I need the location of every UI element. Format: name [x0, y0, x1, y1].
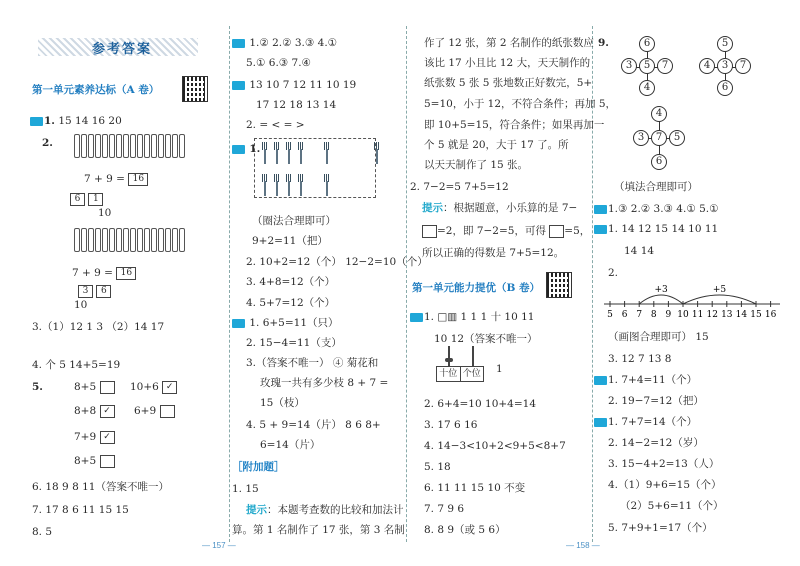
qr-code[interactable]	[182, 76, 208, 102]
jump-arc	[683, 295, 756, 304]
number-line-label: 15	[750, 310, 762, 320]
circle-left: 3	[633, 130, 649, 146]
compare-row: 8+5	[74, 454, 115, 468]
section-tag-icon	[594, 225, 607, 234]
fork-group-box	[254, 138, 376, 198]
answer-line: 算。第 1 名制作了 17 张，第 3 名制	[232, 524, 405, 536]
tens-label: 十位	[437, 367, 461, 381]
page-title: 参考答案	[92, 42, 153, 57]
number-line-label: 8	[650, 310, 657, 320]
tip-line: 提示：根据题意，小乐算的是 7−	[422, 202, 578, 214]
section-tag-icon	[594, 418, 607, 427]
answer-line: 6. 11 11 15 10 不变	[424, 482, 526, 494]
text-line: 作了 12 张，第 2 名制作的纸张数应	[424, 37, 594, 49]
compare-row: 8+5	[74, 380, 115, 394]
circle-top: 5	[717, 36, 733, 52]
answer-line: 7. 7 9 6	[424, 503, 465, 515]
question-number: 9.	[598, 37, 609, 49]
answer-line: 1. 15	[232, 483, 259, 495]
section-tag-icon	[30, 117, 43, 126]
circle-center: 5	[639, 58, 655, 74]
jump-label: +3	[654, 285, 668, 295]
answer-line: 3. 4+8=12（个）	[246, 276, 336, 288]
circle-right: 5	[669, 130, 685, 146]
equation: 7 + 9 = 16	[72, 266, 136, 280]
section-tag-icon	[594, 376, 607, 385]
circle-center: 7	[651, 130, 667, 146]
answer-line: 3. 12 7 13 8	[608, 353, 672, 365]
jump-arc	[639, 295, 683, 304]
answer-line: 8. 8 9（或 5 6）	[424, 524, 506, 536]
section-tag-icon	[232, 145, 245, 154]
number-line	[604, 282, 780, 322]
fork-icon	[286, 142, 292, 164]
answer-line: 1. 7+4=11（个）	[594, 373, 697, 387]
text-line: 纸张数 5 张 5 张地数正好数完，5+	[424, 77, 593, 89]
ones-label: 个位	[462, 369, 481, 379]
text-line: 即 10+5=15，符合条件；如果再加一	[424, 119, 605, 131]
fork-icon	[298, 174, 304, 196]
compare-row: 7+9 ✓	[74, 430, 115, 444]
answer-line: 8. 5	[32, 526, 53, 538]
answer-line: 5. 7+9+1=17（个）	[608, 522, 713, 534]
answer-line: 2. 14−2=12（岁）	[608, 437, 704, 449]
circle-left: 3	[621, 58, 637, 74]
tip-line: 提示：本题考查数的比较和加法计	[246, 504, 404, 516]
answer-line: 3. 17 6 16	[424, 419, 478, 431]
answer-line: 14 14	[624, 245, 655, 257]
fork-icon	[324, 174, 330, 196]
answer-line: 3. 15−4+2=13（人）	[608, 458, 720, 470]
answer-line: 1. 15 14 16 20	[30, 114, 122, 128]
number-line-label: 16	[764, 310, 777, 320]
answer-line: 15（枝）	[260, 397, 305, 409]
abacus-rod	[448, 346, 450, 366]
section-tag-icon	[410, 313, 423, 322]
circle-bottom: 4	[639, 80, 655, 96]
jump-label: +5	[712, 285, 727, 295]
section-tag-icon	[594, 205, 607, 214]
compare-row: 6+9	[134, 404, 175, 418]
text-line: 以天天制作了 15 张。	[424, 159, 529, 171]
compare-row: 10+6 ✓	[130, 380, 177, 394]
answer-line: 1. 7+7=14（个）	[594, 415, 697, 429]
answer-line: 2. 6+4=10 10+4=14	[424, 398, 537, 410]
note: （圈法合理即可）	[252, 215, 336, 227]
answer-line: 2. 7−2=5 7+5=12	[410, 181, 509, 193]
question-number: 5.	[32, 381, 43, 393]
place-value-chart	[436, 366, 484, 382]
tip-line: 所以正确的得数是 7+5=12。	[422, 247, 565, 259]
answer-line: 1. □▥ 1 1 1 十 10 11	[410, 310, 535, 324]
answer-line: 4. 5 + 9=14（片） 8 6 8+	[246, 419, 381, 431]
answer-line: （画图合理即可） 15	[608, 331, 709, 343]
answer-line: 1. 6+5=11（只）	[232, 316, 339, 330]
answer-line: 1.② 2.② 3.③ 4.①	[232, 36, 337, 50]
answer-line: 3.（答案不唯一） ④ 菊花和	[246, 357, 379, 369]
answer-line: 4. 个 5 14+5=19	[32, 359, 121, 371]
number-line-label: 12	[706, 310, 718, 320]
text-line: 5=10，小于 12，不符合条件；再加 5，	[424, 98, 617, 110]
answer-line: 2. = < = >	[246, 119, 305, 131]
answer-line: 17 12 18 13 14	[256, 99, 337, 111]
number-line-label: 11	[691, 310, 704, 320]
bonus-section-title: ［附加题］	[232, 461, 285, 473]
circle-center: 3	[717, 58, 733, 74]
compare-row: 8+8 ✓	[74, 404, 115, 418]
number-line-label: 9	[665, 310, 672, 320]
answer-line: （2）5+6=11（个）	[620, 500, 724, 512]
page-number-left: — 157 —	[202, 541, 236, 550]
fork-icon	[274, 174, 280, 196]
fork-icon	[262, 142, 268, 164]
split-boxes: 6 1	[70, 192, 103, 206]
circle-left: 4	[699, 58, 715, 74]
split-boxes: 3 6	[78, 284, 111, 298]
answer-line: 1.③ 2.② 3.③ 4.① 5.①	[594, 202, 719, 216]
answer-line: 2. 19−7=12（把）	[608, 395, 704, 407]
equation: 7 + 9 = 16	[84, 172, 148, 186]
text-line: 个 5 就是 20，大于 17 了。所	[424, 139, 569, 151]
answer-line: 玫瑰一共有多少枝 8 + 7 =	[260, 377, 389, 389]
circle-right: 7	[657, 58, 673, 74]
section-tag-icon	[232, 81, 245, 90]
column-divider	[229, 26, 230, 542]
number-line-label: 10	[677, 310, 689, 320]
section-tag-icon	[232, 39, 245, 48]
answer-line: 2. 15−4=11（支）	[246, 337, 342, 349]
circle-bottom: 6	[717, 80, 733, 96]
section-title: 第一单元素养达标（A 卷）	[32, 84, 160, 96]
answer-line: 1.	[232, 142, 260, 156]
number-line-label: 7	[636, 310, 643, 320]
answer-line: 4. 5+7=12（个）	[246, 297, 336, 309]
fork-icon	[274, 142, 280, 164]
ten-label: 10	[74, 299, 88, 311]
question-number: 2.	[42, 137, 53, 149]
text-line: 该比 17 小且比 12 大，天天制作的	[424, 57, 591, 69]
number-line-label: 13	[721, 310, 733, 320]
answer-line: 2. 10+2=12（个） 12−2=10（个）	[246, 256, 428, 268]
fork-icon	[286, 174, 292, 196]
circle-right: 7	[735, 58, 751, 74]
ten-label: 10	[98, 207, 112, 219]
answer-line: 5.① 6.③ 7.④	[246, 57, 311, 69]
abacus-bead	[445, 358, 453, 362]
counting-sticks	[74, 228, 185, 252]
column-divider	[406, 26, 407, 542]
question-number: 2.	[608, 267, 619, 279]
answer-line: 13 10 7 12 11 10 19	[232, 78, 356, 92]
section-tag-icon	[232, 319, 245, 328]
circle-top: 4	[651, 106, 667, 122]
answer-line: 1. 14 12 15 14 10 11	[594, 222, 718, 236]
abacus-rod	[472, 346, 474, 366]
counting-sticks	[74, 134, 185, 158]
answer-line: 7. 17 8 6 11 15 15	[32, 504, 129, 516]
section-title: 第一单元能力提优（B 卷）	[412, 282, 541, 294]
column-2	[232, 0, 428, 548]
answer-line: 10 12（答案不唯一）	[434, 333, 538, 345]
column-3	[410, 0, 617, 548]
answer-line: 6. 18 9 8 11（答案不唯一）	[32, 481, 169, 493]
answer-line: 5. 18	[424, 461, 451, 473]
answer-line: 4.（1）9+6=15（个）	[608, 479, 722, 491]
answer-line: 4. 14−3<10+2<9+5<8+7	[424, 440, 566, 452]
number-line-label: 6	[621, 310, 628, 320]
fork-icon	[298, 142, 304, 164]
fork-icon	[324, 142, 330, 164]
circle-top: 6	[639, 36, 655, 52]
fork-icon	[262, 174, 268, 196]
answer-line: 6=14（片）	[260, 439, 321, 451]
fork-icon	[374, 142, 380, 164]
abacus-value: 1	[496, 363, 503, 375]
column-4	[594, 0, 784, 548]
note: （填法合理即可）	[614, 181, 698, 193]
number-line-label: 14	[735, 310, 748, 320]
answer-line: 3.（1）12 1 3 （2）14 17	[32, 321, 165, 333]
number-line-label: 5	[607, 310, 613, 320]
tip-line: =2，即 7−2=5，可得 =5，	[422, 224, 590, 238]
circle-bottom: 6	[651, 154, 667, 170]
page-number-right: — 158 —	[566, 541, 600, 550]
column-1	[30, 0, 226, 548]
qr-code[interactable]	[546, 272, 572, 298]
answer-line: 9+2=11（把）	[252, 235, 328, 247]
